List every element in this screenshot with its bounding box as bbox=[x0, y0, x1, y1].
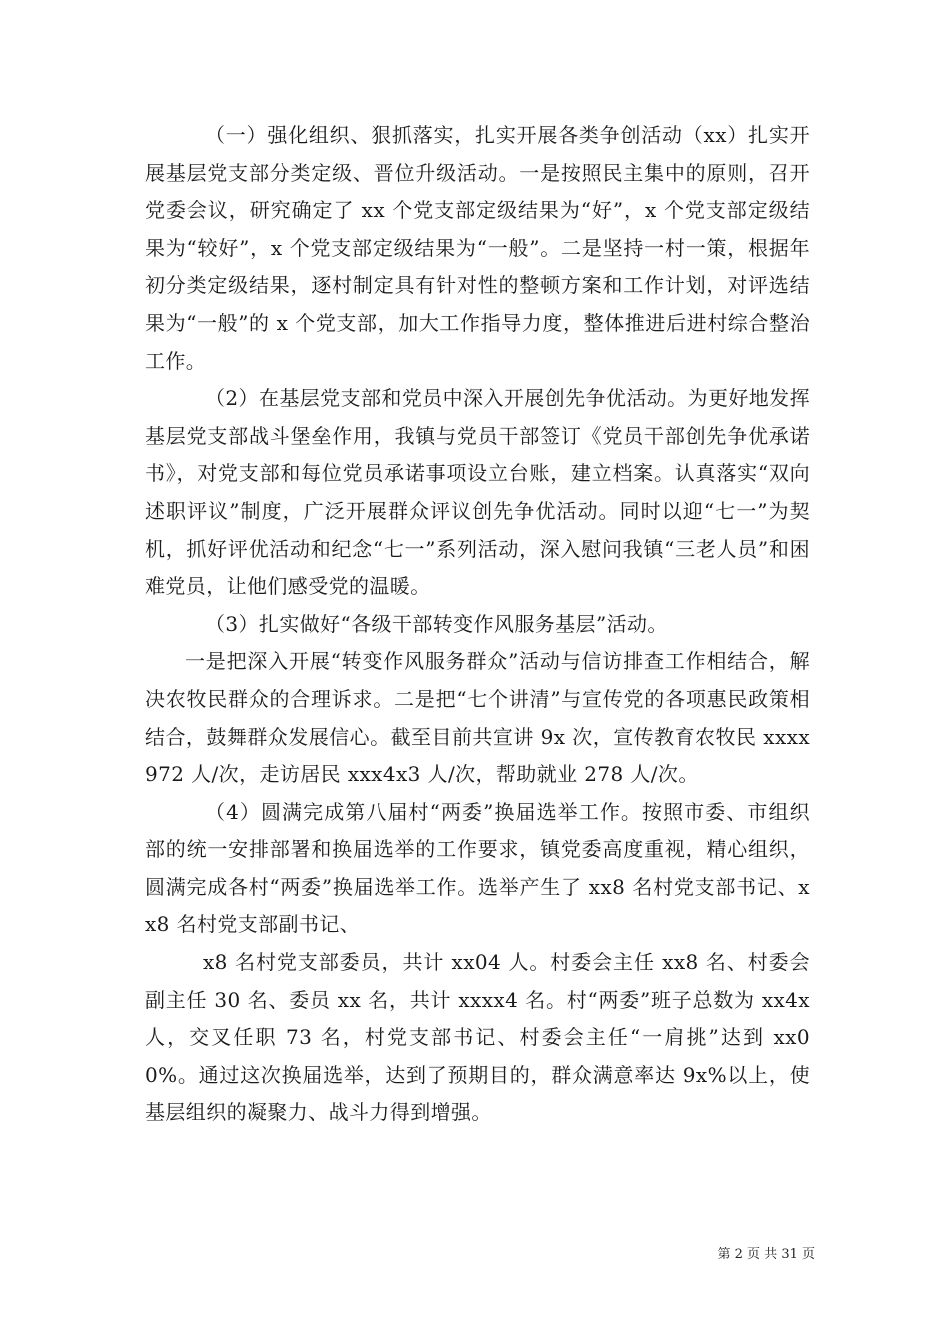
paragraph-4: 一是把深入开展“转变作风服务群众”活动与信访排查工作相结合，解决农牧民群众的合理诉求。二是把“七个讲清”与宣传党的各项惠民政策相结合，鼓舞群众发展信心。截至目前共宣讲 9x 次，宣传教育农牧民 xxxx972 人/次，走访居民 xxx4x3 人/次，帮助就业 278 人/次。 bbox=[145, 649, 810, 787]
paragraph-6: x8 名村党支部委员，共计 xx04 人。村委会主任 xx8 名、村委会副主任 30 名、委员 xx 名，共计 xxxx4 名。村“两委”班子总数为 xx4x 人，交叉任职 73 名，村党支部书记、村委会主任“一肩挑”达到 xx00%。通过这次换届选举，达到了预期目的，群众满意率达 9x%以上，使基层组织的凝聚力、战斗力得到增强。 bbox=[145, 950, 817, 1125]
document-body bbox=[145, 117, 817, 1132]
paragraph-5: （4）圆满完成第八届村“两委”换届选举工作。按照市委、市组织部的统一安排部署和换届选举的工作要求，镇党委高度重视，精心组织，圆满完成各村“两委”换届选举工作。选举产生了 xx8 名村党支部书记、xx8 名村党支部副书记、 bbox=[145, 799, 810, 937]
paragraph-3: （3）扎实做好“各级干部转变作风服务基层”活动。 bbox=[205, 611, 668, 636]
paragraph-2: （2）在基层党支部和党员中深入开展创先争优活动。为更好地发挥基层党支部战斗堡垒作用，我镇与党员干部签订《党员干部创先争优承诺书》，对党支部和每位党员承诺事项设立台账，建立档案。认真落实“双向述职评议”制度，广泛开展群众评议创先争优活动。同时以迎“七一”为契机，抓好评优活动和纪念“七一”系列活动，深入慰问我镇“三老人员”和困难党员，让他们感受党的温暖。 bbox=[145, 386, 810, 599]
paragraph-1: （一）强化组织、狠抓落实，扎实开展各类争创活动（xx）扎实开展基层党支部分类定级、晋位升级活动。一是按照民主集中的原则，召开党委会议，研究确定了 xx 个党支部定级结果为“好”，x 个党支部定级结果为“较好”，x 个党支部定级结果为“一般”。二是坚持一村一策，根据年初分类定级结果，逐村制定具有针对性的整顿方案和工作计划，对评选结果为“一般”的 x 个党支部，加大工作指导力度，整体推进后进村综合整治工作。 bbox=[145, 123, 810, 373]
page-number-footer: 第 2 页 共 31 页 bbox=[717, 1247, 815, 1262]
